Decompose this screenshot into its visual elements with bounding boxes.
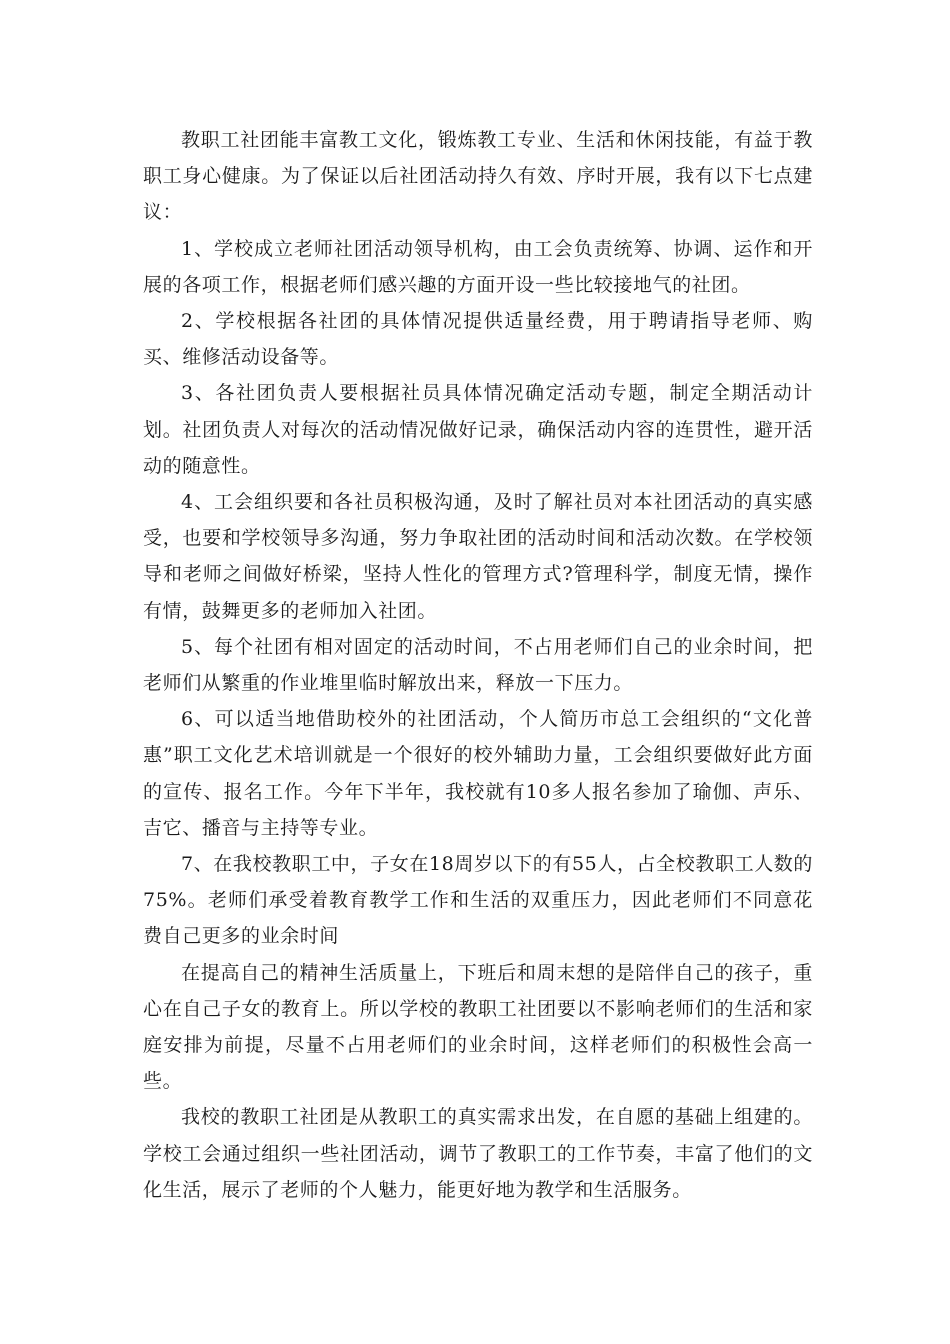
paragraph-suggestion-5: 5、每个社团有相对固定的活动时间，不占用老师们自己的业余时间，把老师们从繁重的作业堆里临时解放出来，释放一下压力。 (143, 635, 813, 695)
document-body (143, 122, 813, 1208)
paragraph-suggestion-4: 4、工会组织要和各社员积极沟通，及时了解社员对本社团活动的真实感受，也要和学校领导多沟通，努力争取社团的活动时间和活动次数。在学校领导和老师之间做好桥梁，坚持人性化的管理方式?管理科学，制度无情，操作有情，鼓舞更多的老师加入社团。 (143, 491, 813, 622)
paragraph-suggestion-7: 7、在我校教职工中，子女在18周岁以下的有55人，占全校教职工人数的75%。老师们承受着教育教学工作和生活的双重压力，因此老师们不同意花费自己更多的业余时间 (143, 853, 813, 948)
paragraph-intro: 教职工社团能丰富教工文化，锻炼教工专业、生活和休闲技能，有益于教职工身心健康。为了保证以后社团活动持久有效、序时开展，我有以下七点建议： (143, 129, 813, 224)
paragraph-conclusion: 我校的教职工社团是从教职工的真实需求出发，在自愿的基础上组建的。学校工会通过组织一些社团活动，调节了教职工的工作节奏，丰富了他们的文化生活，展示了老师的个人魅力，能更好地为教学和生活服务。 (143, 1106, 813, 1201)
paragraph-suggestion-3: 3、各社团负责人要根据社员具体情况确定活动专题，制定全期活动计划。社团负责人对每次的活动情况做好记录，确保活动内容的连贯性，避开活动的随意性。 (143, 382, 813, 477)
paragraph-suggestion-2: 2、学校根据各社团的具体情况提供适量经费，用于聘请指导老师、购买、维修活动设备等。 (143, 310, 813, 369)
paragraph-suggestion-7-continued: 在提高自己的精神生活质量上，下班后和周末想的是陪伴自己的孩子，重心在自己子女的教育上。所以学校的教职工社团要以不影响老师们的生活和家庭安排为前提，尽量不占用老师们的业余时间，这样老师们的积极性会高一些。 (143, 961, 813, 1093)
paragraph-suggestion-1: 1、学校成立老师社团活动领导机构，由工会负责统筹、协调、运作和开展的各项工作，根据老师们感兴趣的方面开设一些比较接地气的社团。 (143, 237, 813, 296)
paragraph-suggestion-6: 6、可以适当地借助校外的社团活动，个人简历市总工会组织的“文化普惠”职工文化艺术培训就是一个很好的校外辅助力量，工会组织要做好此方面的宣传、报名工作。今年下半年，我校就有10多人报名参加了瑜伽、声乐、吉它、播音与主持等专业。 (143, 708, 813, 839)
